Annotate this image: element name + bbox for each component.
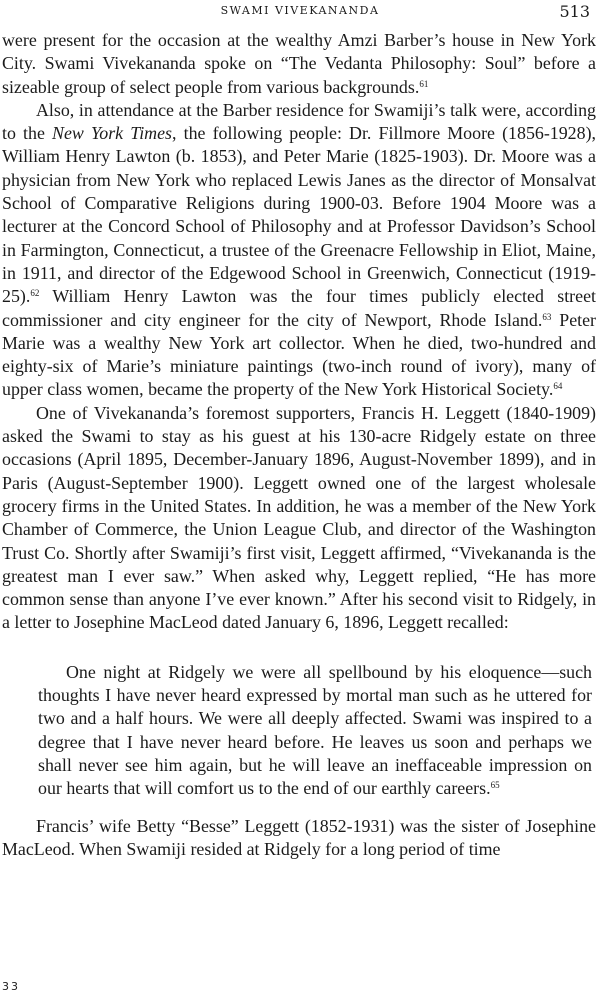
paragraph-4 bbox=[2, 815, 596, 862]
paragraph-1-text: were present for the occasion at the wealthy Amzi Barber’s house in New York City. Swami Vivekananda spoke on “The Vedanta Philosophy: Soul” before a sizeable group of select people from various backgrounds. bbox=[2, 30, 596, 97]
paragraph-3 bbox=[2, 402, 596, 635]
newspaper-title: New York Times bbox=[52, 123, 172, 144]
paragraph-2-text-b: William Henry Lawton was the four times publicly elected street commissioner and city engineer for the city of Newport, Rhode Island. bbox=[2, 286, 596, 330]
footnote-ref-62: 62 bbox=[30, 288, 40, 299]
signature-mark: 33 bbox=[2, 980, 20, 993]
paragraph-4-text: Francis’ wife Betty “Besse” Leggett (1852-1931) was the sister of Josephine MacLeod. When Swamiji resided at Ridgely for a long period of time bbox=[2, 815, 596, 859]
page-number: 513 bbox=[559, 2, 590, 21]
paragraph-3-text: One of Vivekananda’s foremost supporters, Francis H. Leggett (1840-1909) asked the Swami to stay as his guest at his 130-acre Ridgely estate on three occasions (April 1895, December-January 1896, August-November 1899), and in Paris (August-September 1900). Leggett owned one of the largest wholesale grocery firms in the United States. In addition, he was a member of the New York Chamber of Commerce, the Union League Club, and director of the Washington Trust Co. Shortly after Swamiji’s first visit, Leggett affirmed, “Vivekananda is the greatest man I ever saw.” When asked why, Leggett replied, “He has more common sense than anyone I’ve ever known.” After his second visit to Ridgely, in a letter to Josephine MacLeod dated January 6, 1896, Leggett recalled: bbox=[2, 402, 596, 633]
paragraph-1 bbox=[2, 29, 596, 99]
block-quote-text: One night at Ridgely we were all spellbound by his eloquence—such thoughts I have never heard expressed by mortal man such as he uttered for two and a half hours. We were all deeply affected. Swami was inspired to a degree that I have never heard before. He leaves us soon and perhaps we shall never see him again, but he will leave an ineffaceable impression on our hearts that will comfort us to the end of our earthly careers. bbox=[38, 661, 592, 799]
block-quote bbox=[38, 661, 592, 801]
paragraph-2-text-a: , the following people: Dr. Fillmore Moore (1856-1928), William Henry Lawton (b. 1853), and Peter Marie (1825-1903). Dr. Moore was a physician from New York who replaced Lewis Janes as the director of Monsalvat School of Comparative Religions during 1900-03. Before 1904 Moore was a lecturer at the Concord School of Philosophy and at Professor Davidson’s School in Farmington, Connecticut, a trustee of the Greenacre Fellowship in Eliot, Maine, in 1911, and director of the Edgewood School in Greenwich, Connecticut (1919-25). bbox=[2, 123, 597, 307]
footnote-ref-61: 61 bbox=[419, 78, 429, 89]
footnote-ref-64: 64 bbox=[553, 381, 563, 392]
footnote-ref-63: 63 bbox=[542, 311, 552, 322]
paragraph-2-text-c: Peter Marie was a wealthy New York art collector. When he died, two-hundred and eighty-six of Marie’s miniature paintings (two-inch round of ivory), many of upper class women, became the property of the New York Historical Society. bbox=[2, 309, 596, 400]
body-text bbox=[2, 29, 596, 861]
paragraph-2 bbox=[2, 99, 596, 402]
paragraph-2-text-start: Also, in attendance at the Barber residence for Swamiji’s talk were, according to the bbox=[2, 99, 596, 144]
footnote-ref-65: 65 bbox=[490, 780, 500, 791]
running-head bbox=[0, 2, 600, 22]
running-title: SWAMI VIVEKANANDA bbox=[220, 4, 380, 17]
